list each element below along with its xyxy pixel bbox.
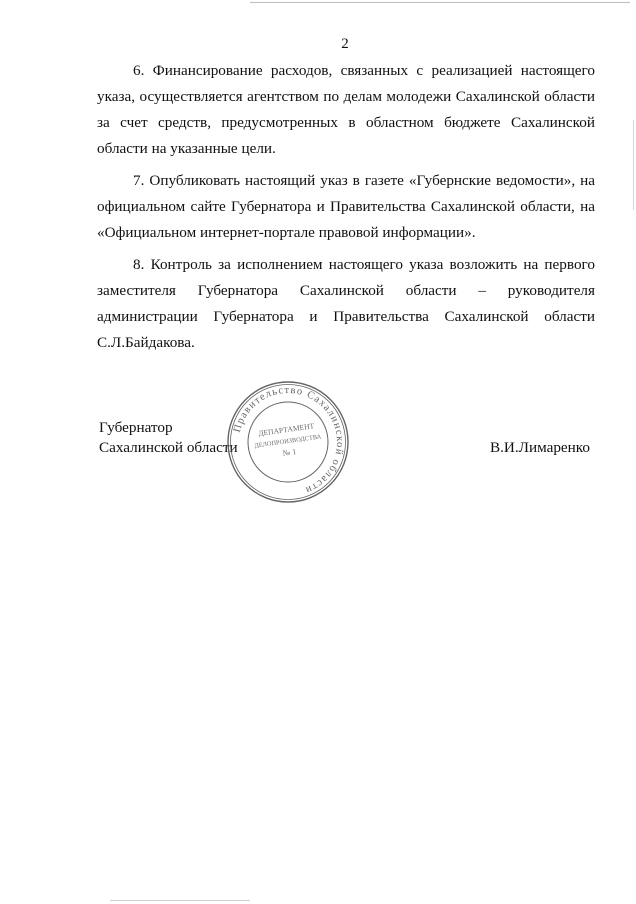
stamp-inner-line-3: № 1	[282, 446, 297, 458]
page-number: 2	[341, 36, 349, 52]
paragraph-8: 8. Контроль за исполнением настоящего указа возложить на первого заместителя Губернатора Сахалинской области – руководителя администрации Губернатора и Правительства Сахалинской области С.Л.Байдакова.	[97, 256, 595, 351]
signatory-region: Сахалинской области	[99, 439, 238, 456]
stamp-inner-line-2: ДЕЛОПРОИЗВОДСТВА	[254, 433, 322, 450]
signatory-position	[99, 418, 238, 458]
document-body	[97, 58, 595, 356]
scan-artifact-line	[250, 2, 630, 3]
scan-artifact-edge-bottom	[110, 900, 250, 901]
paragraph-7: 7. Опубликовать настоящий указ в газете «Губернские ведомости», на официальном сайте Губернатора и Правительства Сахалинской области, на «Официальном интернет-портале правовой информации».	[97, 172, 595, 241]
signatory-title: Губернатор	[99, 419, 173, 436]
stamp-inner-line-1: ДЕПАРТАМЕНТ	[257, 421, 315, 439]
official-stamp	[226, 380, 350, 504]
signatory-name: В.И.Лимаренко	[489, 439, 590, 456]
scan-artifact-edge	[633, 120, 634, 210]
paragraph-6: 6. Финансирование расходов, связанных с реализацией настоящего указа, осуществляется агентством по делам молодежи Сахалинской области за счет средств, предусмотренных в областном бюджете Сахалинской области на указанные цели.	[97, 62, 595, 157]
stamp-outer-text: Правительство Сахалинской области	[231, 384, 346, 496]
